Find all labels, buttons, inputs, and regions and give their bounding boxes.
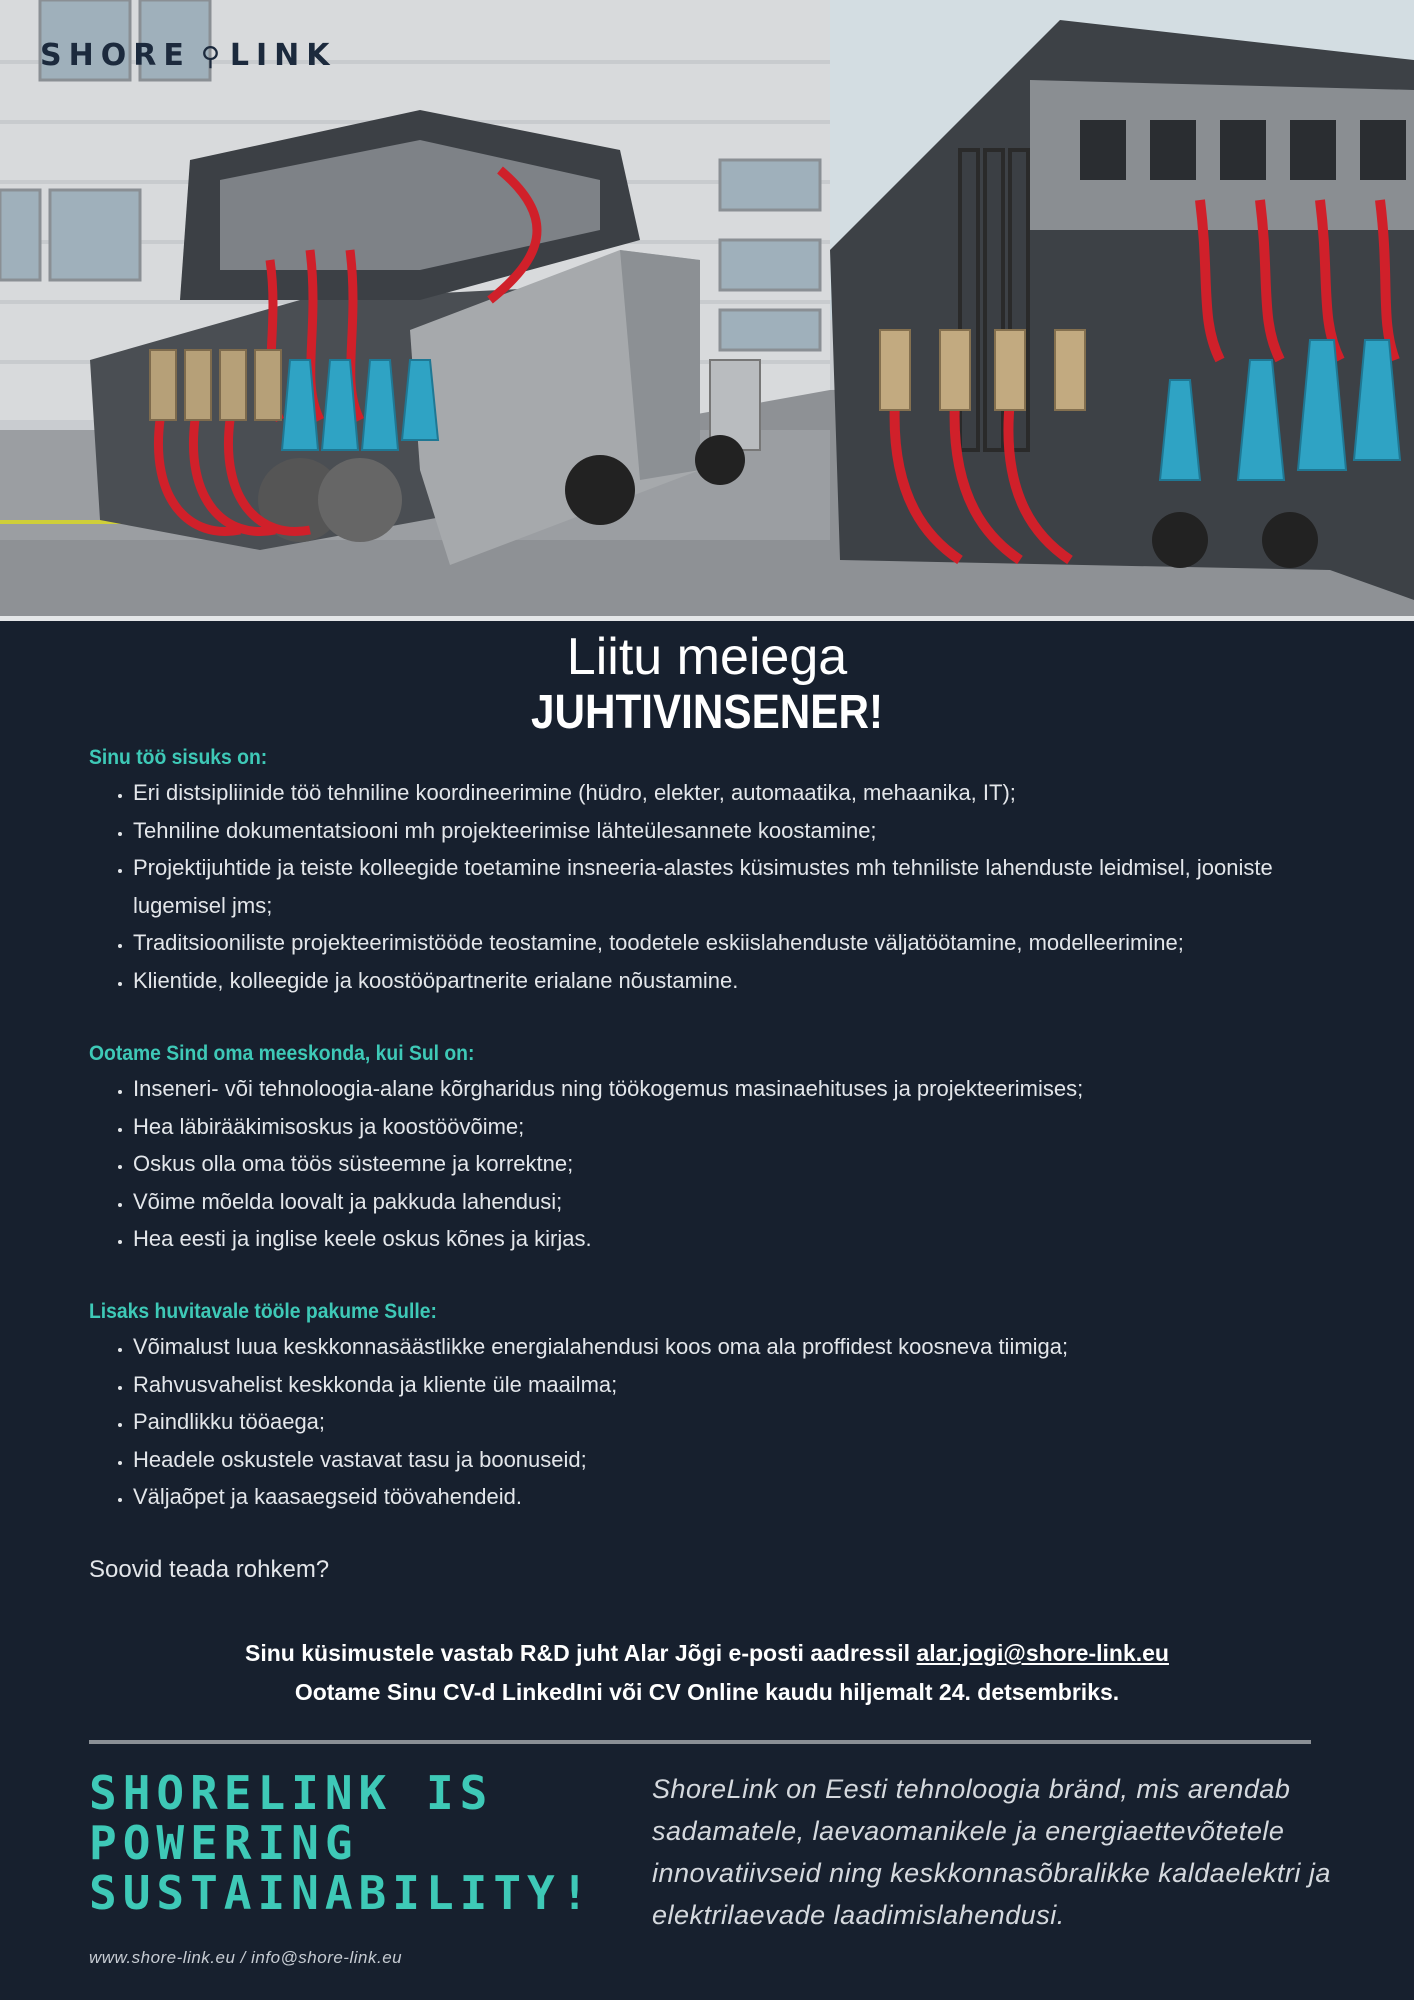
list-item: • Oskus olla oma töös süsteemne ja korrektne;: [133, 1145, 1339, 1183]
company-description: ShoreLink on Eesti tehnoloogia bränd, mis arendab sadamatele, laevaomanikele ja energiaettevõtetele innovatiivseid ning keskkonnasõbralikke kaldaelektri ja elektrilaevade laadimislahendusi.: [652, 1774, 1331, 1930]
headline-job-title: JUHTIVINSENER!: [530, 686, 884, 739]
machines-illustration: [0, 0, 1414, 620]
footer-divider: [89, 1740, 1311, 1744]
list-item: • Klientide, kolleegide ja koostööpartnerite erialane nõustamine.: [133, 962, 1339, 1000]
list-item: • Hea eesti ja inglise keele oskus kõnes ja kirjas.: [133, 1220, 1339, 1258]
slogan-line: POWERING: [89, 1816, 359, 1870]
list-item: • Võimalust luua keskkonnasäästlikke energialahendusi koos oma ala proffidest koosneva tiimiga;: [133, 1328, 1339, 1366]
list-item: • Hea läbirääkimisoskus ja koostöövõime;: [133, 1108, 1339, 1146]
list-item: • Inseneri- või tehnoloogia-alane kõrgharidus ning töökogemus masinaehituses ja projekteerimises;: [133, 1070, 1339, 1108]
slogan-line: SHORELINK IS: [89, 1766, 494, 1820]
section-title: Sinu töö sisuks on:: [89, 746, 268, 769]
list-item: • Projektijuhtide ja teiste kolleegide toetamine insneeria-alastes küsimustes mh tehniliste lahenduste leidmisel, jooniste lugemisel jms;: [133, 849, 1339, 924]
logo-text-link: LINK: [229, 38, 337, 73]
list-item: • Paindlikku tööaega;: [133, 1403, 1339, 1441]
list-item: • Võime mõelda loovalt ja pakkuda lahendusi;: [133, 1183, 1339, 1221]
hero-photo: [0, 0, 1414, 620]
contact-email-link[interactable]: alar.jogi@shore-link.eu: [916, 1640, 1169, 1666]
headline-join-us: Liitu meiega: [566, 628, 848, 686]
section-benefits: [89, 1300, 1339, 1516]
list-item: • Väljaõpet ja kaasaegseid töövahendeid.: [133, 1478, 1339, 1516]
hero-divider: [0, 616, 1414, 621]
contact-line-2: Ootame Sinu CV-d LinkedIni või CV Online kaudu hiljemalt 24. detsembriks.: [294, 1679, 1120, 1705]
section-requirements: [89, 1042, 1339, 1258]
duties-list: [89, 774, 1339, 999]
section-title: Ootame Sind oma meeskonda, kui Sul on:: [89, 1042, 475, 1065]
section-job-content: [89, 746, 1339, 999]
footer-slogan: [89, 1768, 594, 1918]
contact-block: [0, 1634, 1414, 1712]
slogan-line: SUSTAINABILITY!: [89, 1866, 595, 1920]
requirements-list: [89, 1070, 1339, 1258]
shorelink-logo: [40, 38, 337, 73]
section-title: Lisaks huvitavale tööle pakume Sulle:: [89, 1300, 437, 1323]
contact-text: Sinu küsimustele vastab R&D juht Alar Jõgi e-posti aadressil: [245, 1640, 917, 1666]
list-item: • Tehniline dokumentatsiooni mh projekteerimise lähteülesannete koostamine;: [133, 812, 1339, 850]
list-item: • Eri distsipliinide töö tehniline koordineerimine (hüdro, elekter, automaatika, mehaanika, IT);: [133, 774, 1339, 812]
more-info-prompt: Soovid teada rohkem?: [89, 1556, 330, 1583]
list-item: • Rahvusvahelist keskkonda ja kliente üle maailma;: [133, 1366, 1339, 1404]
headline: [0, 628, 1414, 740]
logo-text-shore: SHORE: [40, 38, 191, 73]
footer-website-email: www.shore-link.eu / info@shore-link.eu: [89, 1948, 403, 1967]
list-item: • Traditsiooniliste projekteerimistööde teostamine, toodetele eskiislahenduste väljatöötamine, modelleerimine;: [133, 924, 1339, 962]
list-item: • Headele oskustele vastavat tasu ja boonuseid;: [133, 1441, 1339, 1479]
contact-line-1: [0, 1634, 1414, 1673]
plug-icon: ⚲: [200, 42, 220, 72]
benefits-list: [89, 1328, 1339, 1516]
